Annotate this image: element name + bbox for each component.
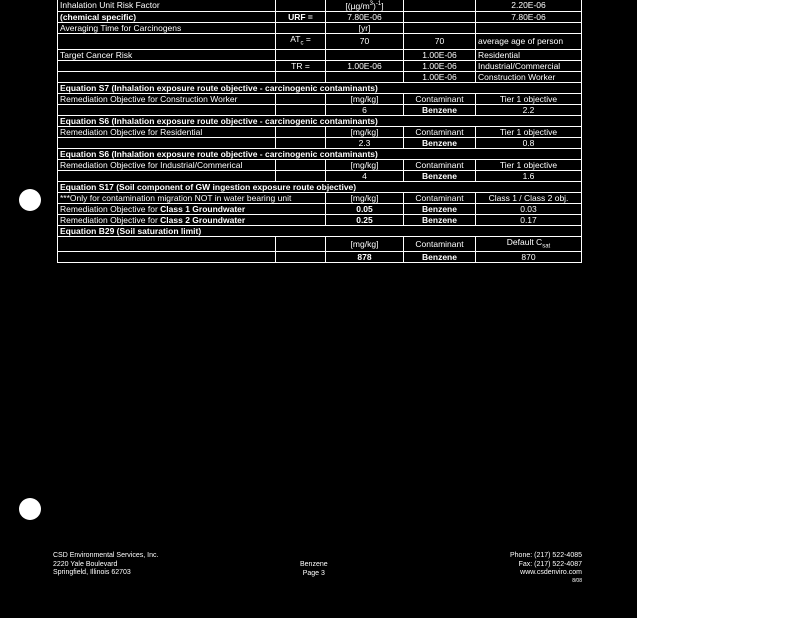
iurf-row-2 (58, 11, 582, 22)
atc-desc: average age of person (476, 33, 582, 49)
section-unit: [mg/kg] (326, 159, 404, 170)
s17-class2-row (58, 214, 582, 225)
s17-class1-obj: 0.03 (476, 203, 582, 214)
b29-contaminant: Benzene (404, 252, 476, 263)
section-value: 4 (326, 170, 404, 181)
tr-option-desc: Industrial/Commercial (476, 60, 582, 71)
s17-class2-obj: 0.17 (476, 214, 582, 225)
contaminant-name: Benzene (404, 137, 476, 148)
s17-class-header: Class 1 / Class 2 obj. (476, 192, 582, 203)
iurf-label-2: (chemical specific) (58, 11, 276, 22)
atc-symbol: $AT_c$ = (276, 33, 326, 49)
section-value-row (58, 170, 582, 181)
iurf-value: 7.80E-06 (326, 11, 404, 22)
b29-value-row (58, 252, 582, 263)
s17-class2-contaminant: Benzene (404, 214, 476, 225)
section-value: 2.3 (326, 137, 404, 148)
punch-hole-bottom (19, 498, 41, 520)
iurf-right-value-2: 7.80E-06 (476, 11, 582, 22)
section-value-row (58, 104, 582, 115)
footer-address: 2220 Yale Boulevard (53, 560, 118, 568)
s17-title-row (58, 181, 582, 192)
tier-header: Tier 1 objective (476, 159, 582, 170)
b29-title-row (58, 225, 582, 236)
atc-label: Averaging Time for Carcinogens (58, 22, 276, 33)
s17-class1-label: Remediation Objective for Class 1 Groundwater (58, 203, 326, 214)
s17-class2-value: 0.25 (326, 214, 404, 225)
b29-unit: [mg/kg] (326, 236, 404, 252)
footer-contact (498, 552, 582, 585)
section-title: Equation S6 (Inhalation exposure route objective - carcinogenic contaminants) (58, 115, 582, 126)
section-title-row (58, 115, 582, 126)
contaminant-name: Benzene (404, 104, 476, 115)
b29-header-row (58, 236, 582, 252)
section-unit: [mg/kg] (326, 93, 404, 104)
atc-value: 70 (326, 33, 404, 49)
b29-value: 878 (326, 252, 404, 263)
contaminant-header: Contaminant (404, 126, 476, 137)
s17-title: Equation S17 (Soil component of GW ingestion exposure route objective) (58, 181, 582, 192)
contaminant-name: Benzene (404, 170, 476, 181)
section-header-row (58, 159, 582, 170)
contaminant-header: Contaminant (404, 93, 476, 104)
tr-option-desc: Construction Worker (476, 71, 582, 82)
atc-row-2 (58, 33, 582, 49)
s17-class1-contaminant: Benzene (404, 203, 476, 214)
s17-class1-value: 0.05 (326, 203, 404, 214)
section-title-row (58, 82, 582, 93)
atc-value-2: 70 (404, 33, 476, 49)
b29-default-value: 870 (476, 252, 582, 263)
calculation-table (57, 0, 582, 263)
iurf-symbol: URF = (276, 11, 326, 22)
footer-page-info (300, 561, 328, 578)
section-header-row (58, 126, 582, 137)
footer-website: www.csdenviro.com (520, 569, 582, 577)
tr-option-value: 1.00E-06 (404, 60, 476, 71)
s17-class1-row (58, 203, 582, 214)
b29-title: Equation B29 (Soil saturation limit) (58, 225, 582, 236)
section-unit: [mg/kg] (326, 126, 404, 137)
contaminant-header: Contaminant (404, 159, 476, 170)
section-value: 6 (326, 104, 404, 115)
tr-value: 1.00E-06 (326, 60, 404, 71)
footer-page-number: Page 3 (302, 569, 325, 577)
section-value-row (58, 137, 582, 148)
tier-value: 2.2 (476, 104, 582, 115)
tier-header: Tier 1 objective (476, 93, 582, 104)
atc-row (58, 22, 582, 33)
section-label: Remediation Objective for Industrial/Commerical (58, 159, 276, 170)
tr-row (58, 49, 582, 60)
footer-company (53, 552, 158, 578)
iurf-label: Inhalation Unit Risk Factor (58, 0, 276, 11)
footer-chemical: Benzene (300, 561, 328, 568)
b29-contaminant-header: Contaminant (404, 236, 476, 252)
b29-default-header: Default $C_{sat}$ (476, 236, 582, 252)
iurf-row (58, 0, 582, 11)
footer-city: Springfield, Illinois 62703 (53, 569, 131, 577)
section-title-row (58, 148, 582, 159)
tr-option-value: 1.00E-06 (404, 49, 476, 60)
footer-company-name: CSD Environmental Services, Inc. (53, 552, 159, 559)
section-label: Remediation Objective for Residential (58, 126, 276, 137)
tier-value: 1.6 (476, 170, 582, 181)
tr-option-value: 1.00E-06 (404, 71, 476, 82)
tier-value: 0.8 (476, 137, 582, 148)
tr-option-desc: Residential (476, 49, 582, 60)
section-label: Remediation Objective for Construction Worker (58, 93, 276, 104)
tr-row-2 (58, 60, 582, 71)
s17-unit: [mg/kg] (326, 192, 404, 203)
section-title: Equation S7 (Inhalation exposure route objective - carcinogenic contaminants) (58, 82, 582, 93)
s17-header-row (58, 192, 582, 203)
footer-fax: Fax: (217) 522-4087 (518, 560, 582, 568)
s17-contaminant-header: Contaminant (404, 192, 476, 203)
tr-row-3 (58, 71, 582, 82)
section-header-row (58, 93, 582, 104)
atc-unit: [yr] (326, 22, 404, 33)
footer-revision: 8/08 (572, 577, 582, 584)
section-title: Equation S6 (Inhalation exposure route objective - carcinogenic contaminants) (58, 148, 582, 159)
footer-phone: Phone: (217) 522-4085 (510, 552, 582, 559)
iurf-unit: $[(\mu g/m^3)^{-1}]$ (326, 0, 404, 11)
s17-class2-label: Remediation Objective for Class 2 Groundwater (58, 214, 326, 225)
tier-header: Tier 1 objective (476, 126, 582, 137)
tr-symbol: TR = (276, 60, 326, 71)
iurf-right-value-1: 2.20E-06 (476, 0, 582, 11)
tr-label: Target Cancer Risk (58, 49, 276, 60)
s17-note: ***Only for contamination migration NOT in water bearing unit (58, 192, 326, 203)
punch-hole-top (19, 189, 41, 211)
